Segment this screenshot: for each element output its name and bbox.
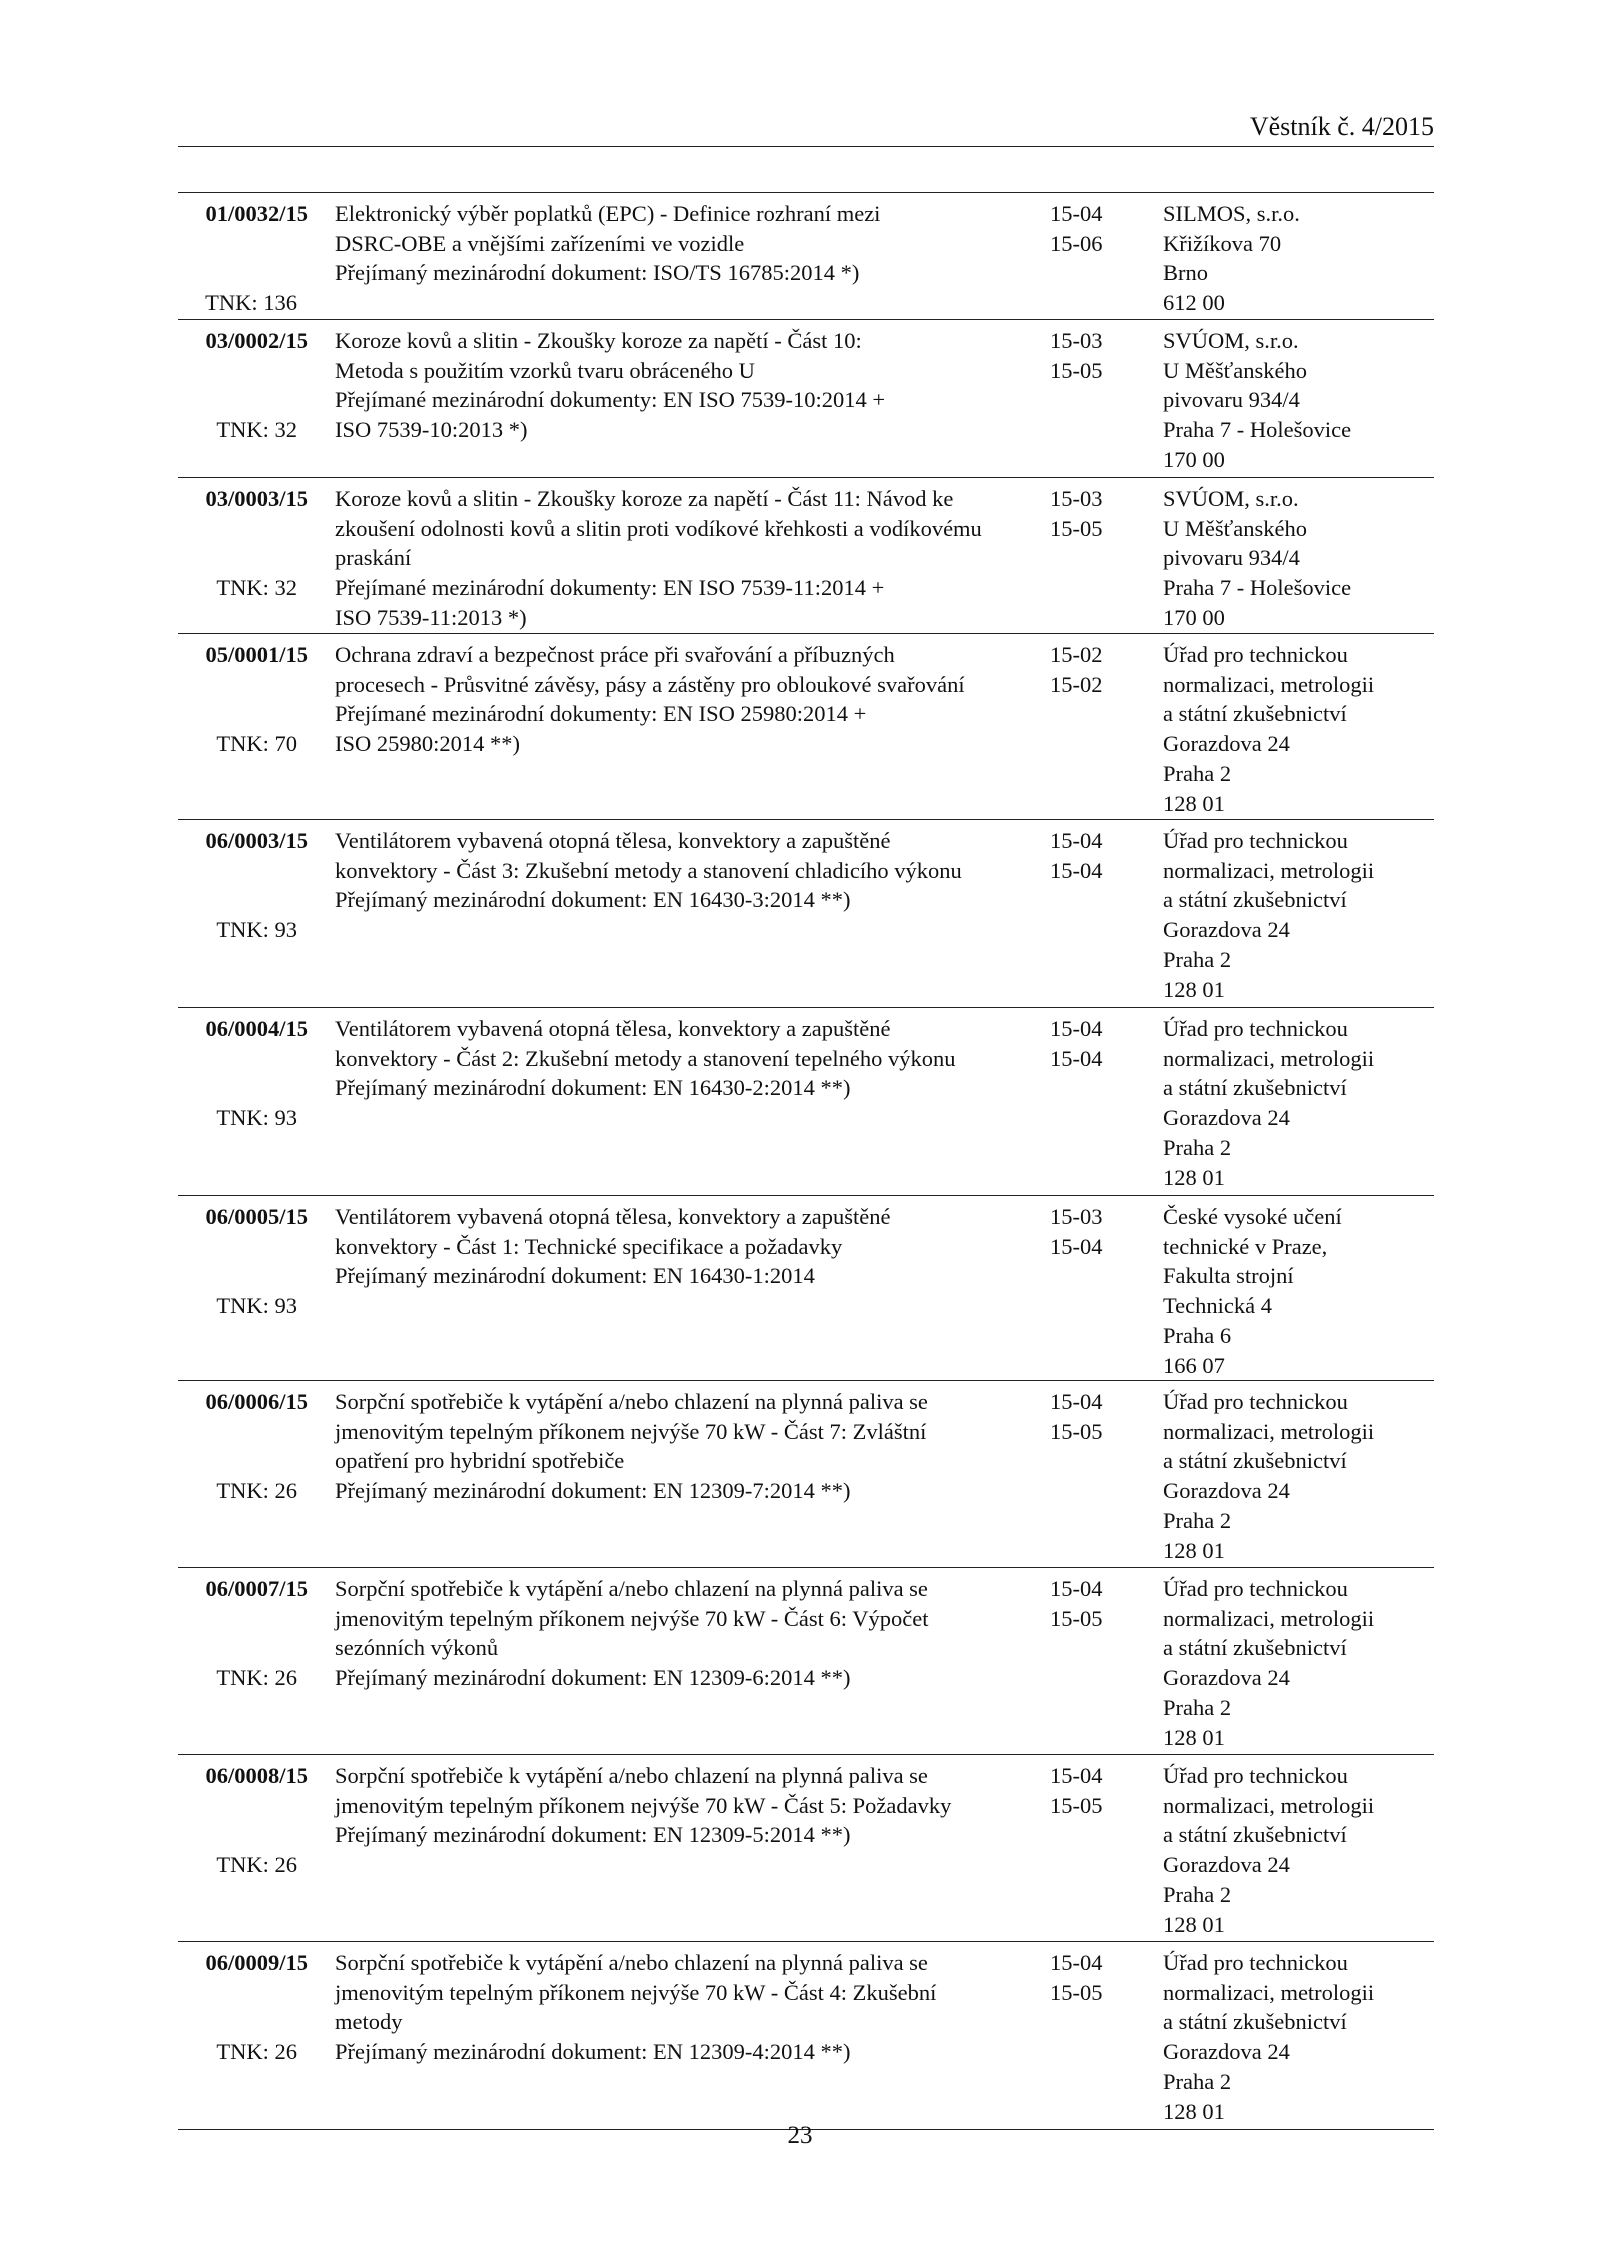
address-line: Praha 7 - Holešovice	[1163, 417, 1352, 443]
record-id: 06/0003/15	[205, 828, 308, 853]
record-title	[335, 199, 1025, 288]
record-title	[335, 640, 1025, 759]
title-line: jmenovitým tepelným příkonem nejvýše 70 kW - Část 7: Zvláštní	[335, 1418, 927, 1444]
table-row	[178, 820, 1434, 1008]
address-line: a státní zkušebnictví	[1163, 701, 1347, 727]
record-title	[335, 1387, 1025, 1506]
title-line: Přejímané mezinárodní dokumenty: EN ISO 7539-11:2014 +	[335, 575, 885, 601]
title-line: ISO 25980:2014 **)	[335, 731, 520, 757]
address-line: 128 01	[1163, 1724, 1225, 1750]
record-title	[335, 1574, 1025, 1693]
table-row	[178, 1381, 1434, 1568]
address-line: pivovaru 934/4	[1163, 545, 1300, 571]
address-line: Fakulta strojní	[1163, 1263, 1294, 1289]
record-dates	[1050, 1574, 1140, 1633]
processor-address	[1163, 1387, 1433, 1565]
title-line: Přejímaný mezinárodní dokument: EN 16430-2:2014 **)	[335, 1075, 851, 1101]
title-line: Ventilátorem vybavená otopná tělesa, konvektory a zapuštěné	[335, 1016, 891, 1041]
title-line: konvektory - Část 2: Zkušební metody a stanovení tepelného výkonu	[335, 1045, 956, 1071]
title-line: Koroze kovů a slitin - Zkoušky koroze za napětí - Část 11: Návod ke	[335, 486, 954, 511]
date-value: 15-05	[1050, 1605, 1103, 1631]
tnk-label: TNK: 136	[205, 290, 297, 316]
address-line: SILMOS, s.r.o.	[1163, 201, 1300, 226]
title-line: zkoušení odolnosti kovů a slitin proti vodíkové křehkosti a vodíkovému	[335, 515, 982, 541]
date-value: 15-04	[1050, 828, 1103, 853]
date-value: 15-04	[1050, 1016, 1103, 1041]
record-dates	[1050, 826, 1140, 885]
date-value: 15-04	[1050, 1576, 1103, 1601]
record-title	[335, 826, 1025, 915]
address-line: SVÚOM, s.r.o.	[1163, 486, 1299, 511]
title-line: Přejímaný mezinárodní dokument: EN 12309-5:2014 **)	[335, 1822, 851, 1848]
address-line: Gorazdova 24	[1163, 917, 1290, 943]
record-dates	[1050, 484, 1140, 543]
title-line: DSRC-OBE a vnějšími zařízeními ve vozidle	[335, 230, 745, 256]
address-line: pivovaru 934/4	[1163, 387, 1300, 413]
processor-address	[1163, 1948, 1433, 2126]
record-title	[335, 484, 1025, 633]
table-row	[178, 1755, 1434, 1942]
address-line: České vysoké učení	[1163, 1204, 1342, 1229]
address-line: Technická 4	[1163, 1293, 1272, 1319]
table-row	[178, 1568, 1434, 1755]
address-line: normalizaci, metrologii	[1163, 857, 1375, 883]
address-line: a státní zkušebnictví	[1163, 2009, 1347, 2035]
title-line: Přejímaný mezinárodní dokument: EN 16430-3:2014 **)	[335, 887, 851, 913]
address-line: Brno	[1163, 260, 1208, 286]
title-line: metody	[335, 2009, 403, 2035]
title-line: Přejímané mezinárodní dokumenty: EN ISO 7539-10:2014 +	[335, 387, 886, 413]
table-row	[178, 634, 1434, 820]
title-line: procesech - Průsvitné závěsy, pásy a zástěny pro obloukové svařování	[335, 671, 965, 697]
title-line: jmenovitým tepelným příkonem nejvýše 70 kW - Část 5: Požadavky	[335, 1792, 952, 1818]
record-title	[335, 1014, 1025, 1103]
address-line: Úřad pro technickou	[1163, 1576, 1348, 1601]
address-line: 128 01	[1163, 1164, 1225, 1190]
title-line: konvektory - Část 1: Technické specifikace a požadavky	[335, 1233, 843, 1259]
records-table	[178, 192, 1434, 2130]
date-value: 15-04	[1050, 201, 1103, 226]
title-line: jmenovitým tepelným příkonem nejvýše 70 kW - Část 4: Zkušební	[335, 1979, 937, 2005]
record-title	[335, 1761, 1025, 1850]
title-line: jmenovitým tepelným příkonem nejvýše 70 kW - Část 6: Výpočet	[335, 1605, 929, 1631]
date-value: 15-05	[1050, 1418, 1103, 1444]
title-line: ISO 7539-11:2013 *)	[335, 604, 527, 630]
address-line: Praha 2	[1163, 1134, 1232, 1160]
title-line: ISO 7539-10:2013 *)	[335, 417, 528, 443]
date-value: 15-05	[1050, 1979, 1103, 2005]
tnk-label: TNK: 26	[216, 1665, 297, 1691]
title-line: Elektronický výběr poplatků (EPC) - Definice rozhraní mezi	[335, 201, 881, 226]
date-value: 15-04	[1050, 1045, 1103, 1071]
table-row	[178, 320, 1434, 478]
title-line: Přejímaný mezinárodní dokument: EN 16430-1:2014	[335, 1263, 815, 1289]
tnk-label: TNK: 93	[216, 1293, 297, 1319]
address-line: Gorazdova 24	[1163, 1852, 1290, 1878]
address-line: Úřad pro technickou	[1163, 828, 1348, 853]
date-value: 15-05	[1050, 357, 1103, 383]
record-title	[335, 326, 1025, 445]
title-line: Koroze kovů a slitin - Zkoušky koroze za napětí - Část 10:	[335, 328, 862, 353]
table-row	[178, 1008, 1434, 1196]
address-line: a státní zkušebnictví	[1163, 1822, 1347, 1848]
record-dates	[1050, 1202, 1140, 1261]
address-line: normalizaci, metrologii	[1163, 1979, 1375, 2005]
title-line: Sorpční spotřebiče k vytápění a/nebo chlazení na plynná paliva se	[335, 1950, 928, 1975]
address-line: a státní zkušebnictví	[1163, 1448, 1347, 1474]
page-header	[178, 112, 1434, 147]
address-line: Praha 2	[1163, 1881, 1232, 1907]
record-dates	[1050, 1387, 1140, 1446]
title-line: praskání	[335, 545, 412, 571]
address-line: Úřad pro technickou	[1163, 1763, 1348, 1788]
address-line: 170 00	[1163, 604, 1225, 630]
address-line: Úřad pro technickou	[1163, 1389, 1348, 1414]
record-id: 06/0005/15	[205, 1204, 308, 1229]
processor-address	[1163, 640, 1433, 818]
record-dates	[1050, 199, 1140, 258]
title-line: Přejímaný mezinárodní dokument: ISO/TS 16785:2014 *)	[335, 260, 860, 286]
address-line: Praha 2	[1163, 1507, 1232, 1533]
address-line: 612 00	[1163, 290, 1225, 316]
title-line: Sorpční spotřebiče k vytápění a/nebo chlazení na plynná paliva se	[335, 1576, 928, 1601]
address-line: Úřad pro technickou	[1163, 642, 1348, 667]
title-line: Přejímané mezinárodní dokumenty: EN ISO 25980:2014 +	[335, 701, 867, 727]
address-line: technické v Praze,	[1163, 1233, 1328, 1259]
title-line: Ochrana zdraví a bezpečnost práce při svařování a příbuzných	[335, 642, 895, 667]
address-line: Praha 2	[1163, 946, 1232, 972]
tnk-label: TNK: 93	[216, 1105, 297, 1131]
address-line: 128 01	[1163, 976, 1225, 1002]
title-line: Ventilátorem vybavená otopná tělesa, konvektory a zapuštěné	[335, 1204, 891, 1229]
processor-address	[1163, 484, 1433, 633]
tnk-label: TNK: 26	[216, 2039, 297, 2065]
record-id: 05/0001/15	[205, 642, 308, 667]
date-value: 15-06	[1050, 230, 1103, 256]
date-value: 15-02	[1050, 671, 1103, 697]
date-value: 15-04	[1050, 1389, 1103, 1414]
title-line: Přejímaný mezinárodní dokument: EN 12309-7:2014 **)	[335, 1478, 851, 1504]
address-line: normalizaci, metrologii	[1163, 1045, 1375, 1071]
table-row	[178, 1942, 1434, 2130]
address-line: Gorazdova 24	[1163, 2039, 1290, 2065]
record-dates	[1050, 326, 1140, 385]
table-row	[178, 193, 1434, 320]
address-line: a státní zkušebnictví	[1163, 887, 1347, 913]
record-title	[335, 1948, 1025, 2067]
date-value: 15-04	[1050, 1233, 1103, 1259]
record-id: 03/0003/15	[205, 486, 308, 511]
address-line: Gorazdova 24	[1163, 731, 1290, 757]
tnk-label: TNK: 93	[216, 917, 297, 943]
date-value: 15-03	[1050, 486, 1103, 511]
title-line: sezónních výkonů	[335, 1635, 499, 1661]
journal-title: Věstník č. 4/2015	[1249, 112, 1434, 141]
address-line: SVÚOM, s.r.o.	[1163, 328, 1299, 353]
address-line: 166 07	[1163, 1352, 1225, 1378]
date-value: 15-05	[1050, 1792, 1103, 1818]
tnk-label: TNK: 26	[216, 1852, 297, 1878]
record-dates	[1050, 1761, 1140, 1820]
address-line: U Měšťanského	[1163, 357, 1307, 383]
page-number: 23	[787, 2122, 813, 2149]
tnk-label: TNK: 32	[216, 417, 297, 443]
table-row	[178, 478, 1434, 634]
date-value: 15-02	[1050, 642, 1103, 667]
address-line: normalizaci, metrologii	[1163, 671, 1375, 697]
record-id: 06/0004/15	[205, 1016, 308, 1041]
processor-address	[1163, 1202, 1433, 1380]
record-id: 06/0008/15	[205, 1763, 308, 1788]
processor-address	[1163, 199, 1433, 318]
record-id: 01/0032/15	[205, 201, 308, 226]
address-line: 170 00	[1163, 446, 1225, 472]
tnk-label: TNK: 70	[216, 731, 297, 757]
title-line: konvektory - Část 3: Zkušební metody a stanovení chladicího výkonu	[335, 857, 962, 883]
address-line: a státní zkušebnictví	[1163, 1075, 1347, 1101]
date-value: 15-04	[1050, 1763, 1103, 1788]
title-line: Přejímaný mezinárodní dokument: EN 12309-4:2014 **)	[335, 2039, 851, 2065]
record-dates	[1050, 1014, 1140, 1073]
table-row	[178, 1196, 1434, 1381]
title-line: Sorpční spotřebiče k vytápění a/nebo chlazení na plynná paliva se	[335, 1763, 928, 1788]
address-line: U Měšťanského	[1163, 515, 1307, 541]
record-id: 06/0006/15	[205, 1389, 308, 1414]
record-id: 06/0009/15	[205, 1950, 308, 1975]
date-value: 15-04	[1050, 1950, 1103, 1975]
address-line: a státní zkušebnictví	[1163, 1635, 1347, 1661]
record-title	[335, 1202, 1025, 1291]
date-value: 15-05	[1050, 515, 1103, 541]
processor-address	[1163, 1574, 1433, 1752]
address-line: Gorazdova 24	[1163, 1478, 1290, 1504]
title-line: Metoda s použitím vzorků tvaru obráceného U	[335, 357, 755, 383]
processor-address	[1163, 1761, 1433, 1939]
address-line: Úřad pro technickou	[1163, 1016, 1348, 1041]
processor-address	[1163, 1014, 1433, 1192]
date-value: 15-04	[1050, 857, 1103, 883]
address-line: Křižíkova 70	[1163, 230, 1282, 256]
address-line: Praha 7 - Holešovice	[1163, 575, 1352, 601]
title-line: Přejímaný mezinárodní dokument: EN 12309-6:2014 **)	[335, 1665, 851, 1691]
address-line: 128 01	[1163, 1911, 1225, 1937]
tnk-label: TNK: 32	[216, 575, 297, 601]
address-line: Praha 6	[1163, 1322, 1232, 1348]
processor-address	[1163, 326, 1433, 475]
address-line: normalizaci, metrologii	[1163, 1792, 1375, 1818]
address-line: normalizaci, metrologii	[1163, 1418, 1375, 1444]
record-id: 03/0002/15	[205, 328, 308, 353]
tnk-label: TNK: 26	[216, 1478, 297, 1504]
address-line: Gorazdova 24	[1163, 1105, 1290, 1131]
address-line: 128 01	[1163, 1537, 1225, 1563]
record-id: 06/0007/15	[205, 1576, 308, 1601]
title-line: Sorpční spotřebiče k vytápění a/nebo chlazení na plynná paliva se	[335, 1389, 928, 1414]
date-value: 15-03	[1050, 328, 1103, 353]
address-line: Praha 2	[1163, 2068, 1232, 2094]
address-line: normalizaci, metrologii	[1163, 1605, 1375, 1631]
address-line: 128 01	[1163, 2098, 1225, 2124]
address-line: Praha 2	[1163, 1694, 1232, 1720]
address-line: Úřad pro technickou	[1163, 1950, 1348, 1975]
title-line: opatření pro hybridní spotřebiče	[335, 1448, 625, 1474]
record-dates	[1050, 640, 1140, 699]
record-dates	[1050, 1948, 1140, 2007]
address-line: Gorazdova 24	[1163, 1665, 1290, 1691]
title-line: Ventilátorem vybavená otopná tělesa, konvektory a zapuštěné	[335, 828, 891, 853]
address-line: 128 01	[1163, 790, 1225, 816]
date-value: 15-03	[1050, 1204, 1103, 1229]
address-line: Praha 2	[1163, 760, 1232, 786]
processor-address	[1163, 826, 1433, 1004]
